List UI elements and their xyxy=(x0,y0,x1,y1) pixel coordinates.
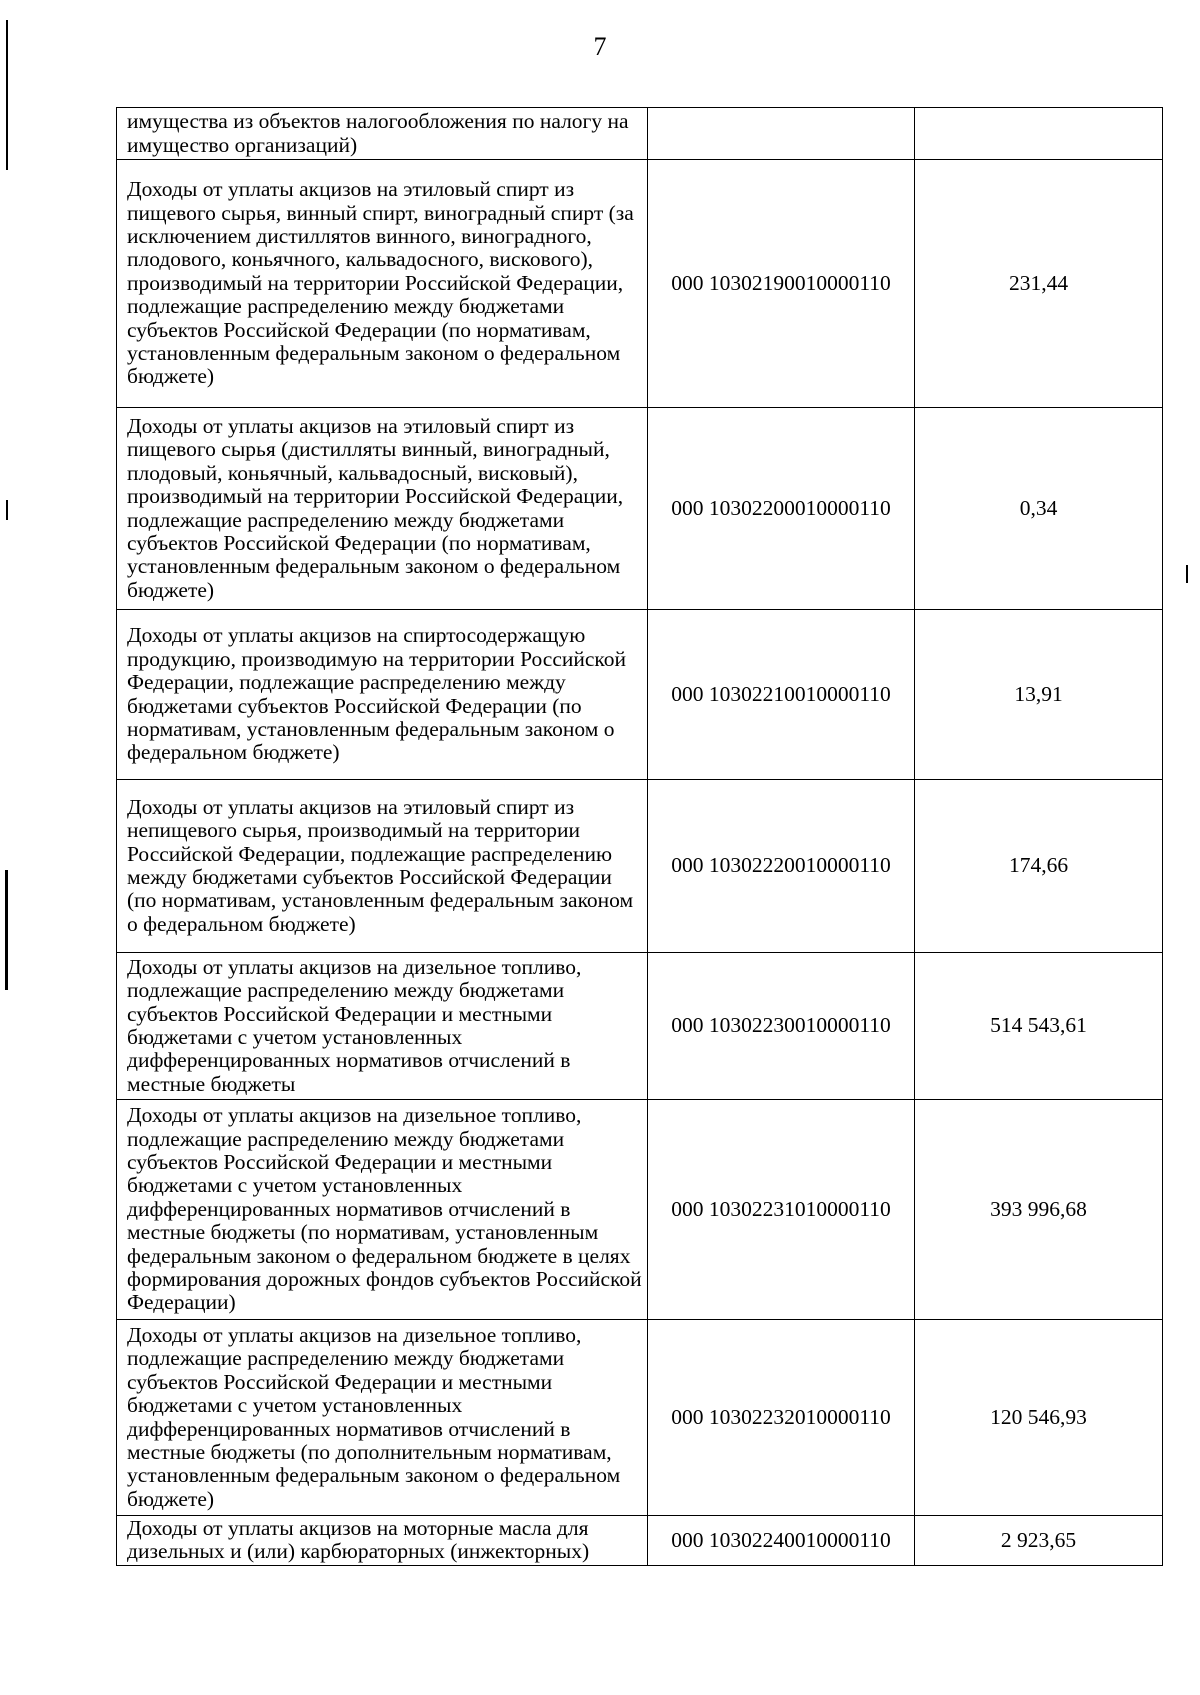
table-row xyxy=(117,610,1163,780)
row-code: 000 10302231010000110 xyxy=(648,1100,915,1320)
row-amount: 514 543,61 xyxy=(915,953,1163,1100)
scan-artifact-left-mid xyxy=(6,500,8,520)
row-description: Доходы от уплаты акцизов на моторные масла для дизельных и (или) карбюраторных (инжекторных) xyxy=(117,1516,648,1566)
row-code: 000 10302210010000110 xyxy=(648,610,915,780)
row-amount: 13,91 xyxy=(915,610,1163,780)
row-description: имущества из объектов налогообложения по налогу на имущество организаций) xyxy=(117,108,648,160)
row-amount: 0,34 xyxy=(915,408,1163,610)
row-description: Доходы от уплаты акцизов на спиртосодержащую продукцию, производимую на территории Российской Федерации, подлежащие распределению между бюджетами субъектов Российской Федерации (по нормативам, установленным федеральным законом о федеральном бюджете) xyxy=(117,610,648,780)
row-code: 000 10302232010000110 xyxy=(648,1320,915,1516)
row-code: 000 10302230010000110 xyxy=(648,953,915,1100)
page-number: 7 xyxy=(593,32,607,61)
row-description: Доходы от уплаты акцизов на дизельное топливо, подлежащие распределению между бюджетами субъектов Российской Федерации и местными бюджетами с учетом установленных дифференцированных нормативов отчислений в местные бюджеты (по нормативам, установленным федеральным законом о федеральном бюджете в целях формирования дорожных фондов субъектов Российской Федерации) xyxy=(117,1100,648,1320)
row-amount xyxy=(915,108,1163,160)
table-row xyxy=(117,108,1163,160)
row-description: Доходы от уплаты акцизов на этиловый спирт из пищевого сырья, винный спирт, виноградный спирт (за исключением дистиллятов винного, виноградного, плодового, коньячного, кальвадосного, вискового), производимый на территории Российской Федерации, подлежащие распределению между бюджетами субъектов Российской Федерации (по нормативам, установленным федеральным законом о федеральном бюджете) xyxy=(117,160,648,408)
row-code xyxy=(648,108,915,160)
table-row xyxy=(117,953,1163,1100)
table-row xyxy=(117,780,1163,953)
revenue-table xyxy=(116,107,1163,1566)
row-description: Доходы от уплаты акцизов на этиловый спирт из непищевого сырья, производимый на территории Российской Федерации, подлежащие распределению между бюджетами субъектов Российской Федерации (по нормативам, установленным федеральным законом о федеральном бюджете) xyxy=(117,780,648,953)
row-code: 000 10302200010000110 xyxy=(648,408,915,610)
row-code: 000 10302220010000110 xyxy=(648,780,915,953)
table-row xyxy=(117,1320,1163,1516)
table-row xyxy=(117,408,1163,610)
table-row xyxy=(117,1100,1163,1320)
row-amount: 120 546,93 xyxy=(915,1320,1163,1516)
row-code: 000 10302240010000110 xyxy=(648,1516,915,1566)
scan-artifact-left-low xyxy=(5,870,8,990)
row-amount: 174,66 xyxy=(915,780,1163,953)
row-description: Доходы от уплаты акцизов на дизельное топливо, подлежащие распределению между бюджетами субъектов Российской Федерации и местными бюджетами с учетом установленных дифференцированных нормативов отчислений в местные бюджеты (по дополнительным нормативам, установленным федеральным законом о федеральном бюджете) xyxy=(117,1320,648,1516)
row-description: Доходы от уплаты акцизов на этиловый спирт из пищевого сырья (дистилляты винный, виноградный, плодовый, коньячный, кальвадосный, висковый), производимый на территории Российской Федерации, подлежащие распределению между бюджетами субъектов Российской Федерации (по нормативам, установленным федеральным законом о федеральном бюджете) xyxy=(117,408,648,610)
row-amount: 231,44 xyxy=(915,160,1163,408)
table-row xyxy=(117,1516,1163,1566)
row-amount: 393 996,68 xyxy=(915,1100,1163,1320)
row-code: 000 10302190010000110 xyxy=(648,160,915,408)
scan-artifact-right xyxy=(1186,565,1188,583)
row-description: Доходы от уплаты акцизов на дизельное топливо, подлежащие распределению между бюджетами субъектов Российской Федерации и местными бюджетами с учетом установленных дифференцированных нормативов отчислений в местные бюджеты xyxy=(117,953,648,1100)
table-row xyxy=(117,160,1163,408)
row-amount: 2 923,65 xyxy=(915,1516,1163,1566)
